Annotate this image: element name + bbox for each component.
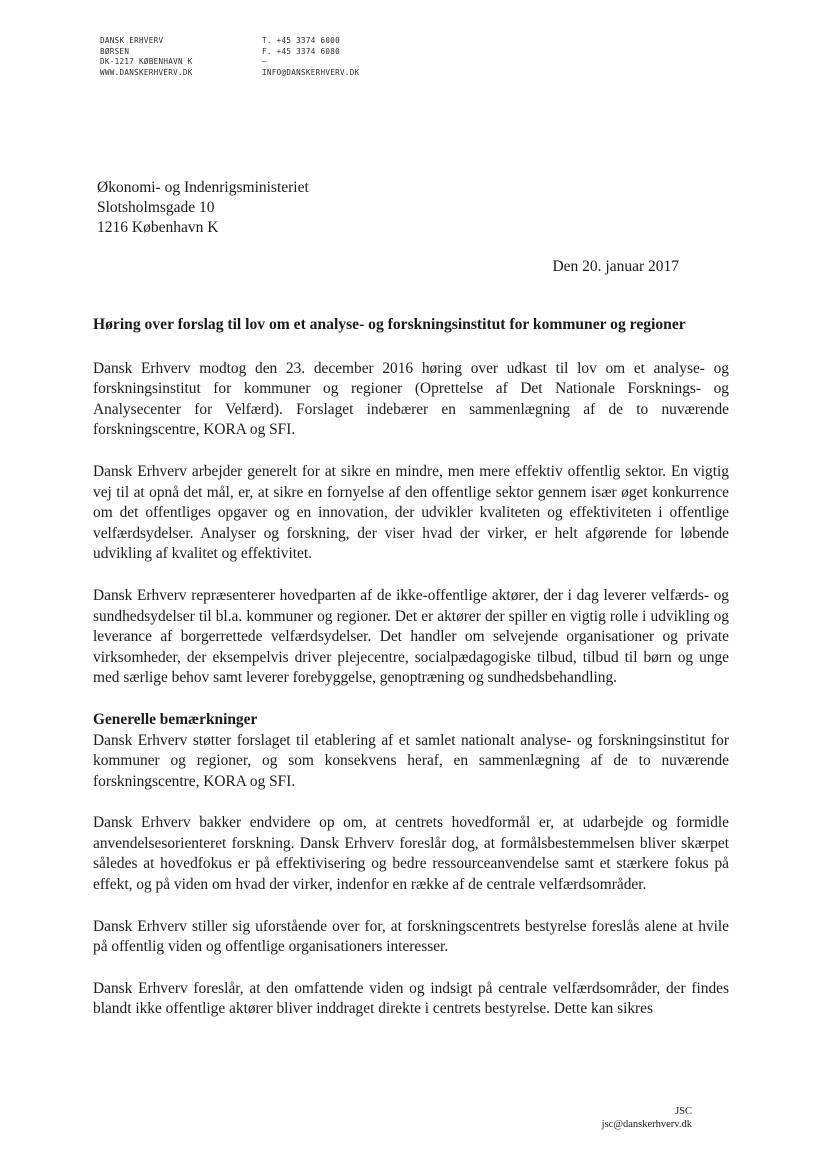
letterhead-phone: T. +45 3374 6000 <box>262 36 340 45</box>
letterhead-line: DK-1217 KØBENHAVN K <box>100 57 193 66</box>
paragraph: Dansk Erhverv repræsenterer hovedparten af de ikke-offentlige aktører, der i dag leverer velfærds- og sundhedsydelser til bl.a. kommuner og regioner. Det er aktører der spiller en vigtig rolle i udvikling og leverance af borgerrettede velfærdsydelser. Det handler om selvejende organisationer og private virksomheder, der eksempelvis driver plejecentre, socialpædagogiske tilbud, tilbud til børn og unge med særlige behov samt leverer forebyggelse, genoptræning og sundhedsbehandling. <box>93 586 729 687</box>
paragraph: Dansk Erhverv stiller sig uforstående over for, at forskningscentrets bestyrelse foreslås alene at hvile på offentlig viden og offentlige organisationers interesser. <box>93 917 729 956</box>
subject-heading: Høring over forslag til lov om et analyse- og forskningsinstitut for kommuner og regioner <box>93 316 686 333</box>
letterhead-fax: F. +45 3374 6080 <box>262 46 340 56</box>
letterhead-line: BØRSEN <box>100 46 130 56</box>
footer-email[interactable]: jsc@danskerhverv.dk <box>601 1119 692 1130</box>
footer-initials: JSC <box>675 1106 692 1117</box>
paragraph: Dansk Erhverv arbejder generelt for at sikre en mindre, men mere effektiv offentlig sektor. En vigtig vej til at opnå det mål, er, at sikre en fornyelse af den offentlige sektor gennem især øget konkurrence om det offentliges opgaver og en innovation, der udvikler kvaliteten og effektiviteten i offentlige velfærdsydelser. Analyser og forskning, der viser hvad der virker, er helt afgørende for løbende udvikling af kvalitet og effektivitet. <box>93 462 729 563</box>
letterhead-address <box>100 36 193 78</box>
recipient-name: Økonomi- og Indenrigsministeriet <box>97 179 309 196</box>
letterhead-contact <box>262 36 359 78</box>
letter-date: Den 20. januar 2017 <box>552 258 679 275</box>
recipient-address <box>97 178 309 238</box>
letter-body <box>93 315 729 1041</box>
letterhead-line: DANSK ERHVERV <box>100 36 164 45</box>
paragraph: Dansk Erhverv bakker endvidere op om, at centrets hovedformål er, at udarbejde og formidle anvendelsesorienteret forskning. Dansk Erhverv foreslår dog, at formålsbestemmelsen bliver skærpet således at hovedfokus er på effektivisering og bedre ressourceanvendelse samt et stærkere fokus på effekt, og på viden om hvad der virker, indenfor en række af de centrale velfærdsområder. <box>93 814 729 894</box>
page-footer <box>602 1105 692 1131</box>
recipient-city: 1216 København K <box>97 219 219 236</box>
letterhead-website[interactable]: WWW.DANSKERHVERV.DK <box>100 67 193 77</box>
paragraph: Dansk Erhverv foreslår, at den omfattende viden og indsigt på centrale velfærdsområder, der findes blandt ikke offentlige aktører bliver inddraget direkte i centrets bestyrelse. Dette kan sikres <box>93 979 729 1018</box>
recipient-street: Slotsholmsgade 10 <box>97 199 215 216</box>
paragraph: Dansk Erhverv modtog den 23. december 2016 høring over udkast til lov om et analyse- og forskningsinstitut for kommuner og regioner (Oprettelse af Det Nationale Forsknings- og Analysecenter for Velfærd). Forslaget indebærer en sammenlægning af de to nuværende forskningscentre, KORA og SFI. <box>93 359 729 439</box>
section-heading: Generelle bemærkninger <box>93 710 258 728</box>
letterhead-email[interactable]: INFO@DANSKERHVERV.DK <box>262 67 360 77</box>
letterhead-dash: – <box>262 57 267 66</box>
paragraph: Dansk Erhverv støtter forslaget til etablering af et samlet nationalt analyse- og forskningsinstitut for kommuner og regioner, og som konsekvens heraf, en sammenlægning af de to nuværende forskningscentre, KORA og SFI. <box>93 731 729 790</box>
